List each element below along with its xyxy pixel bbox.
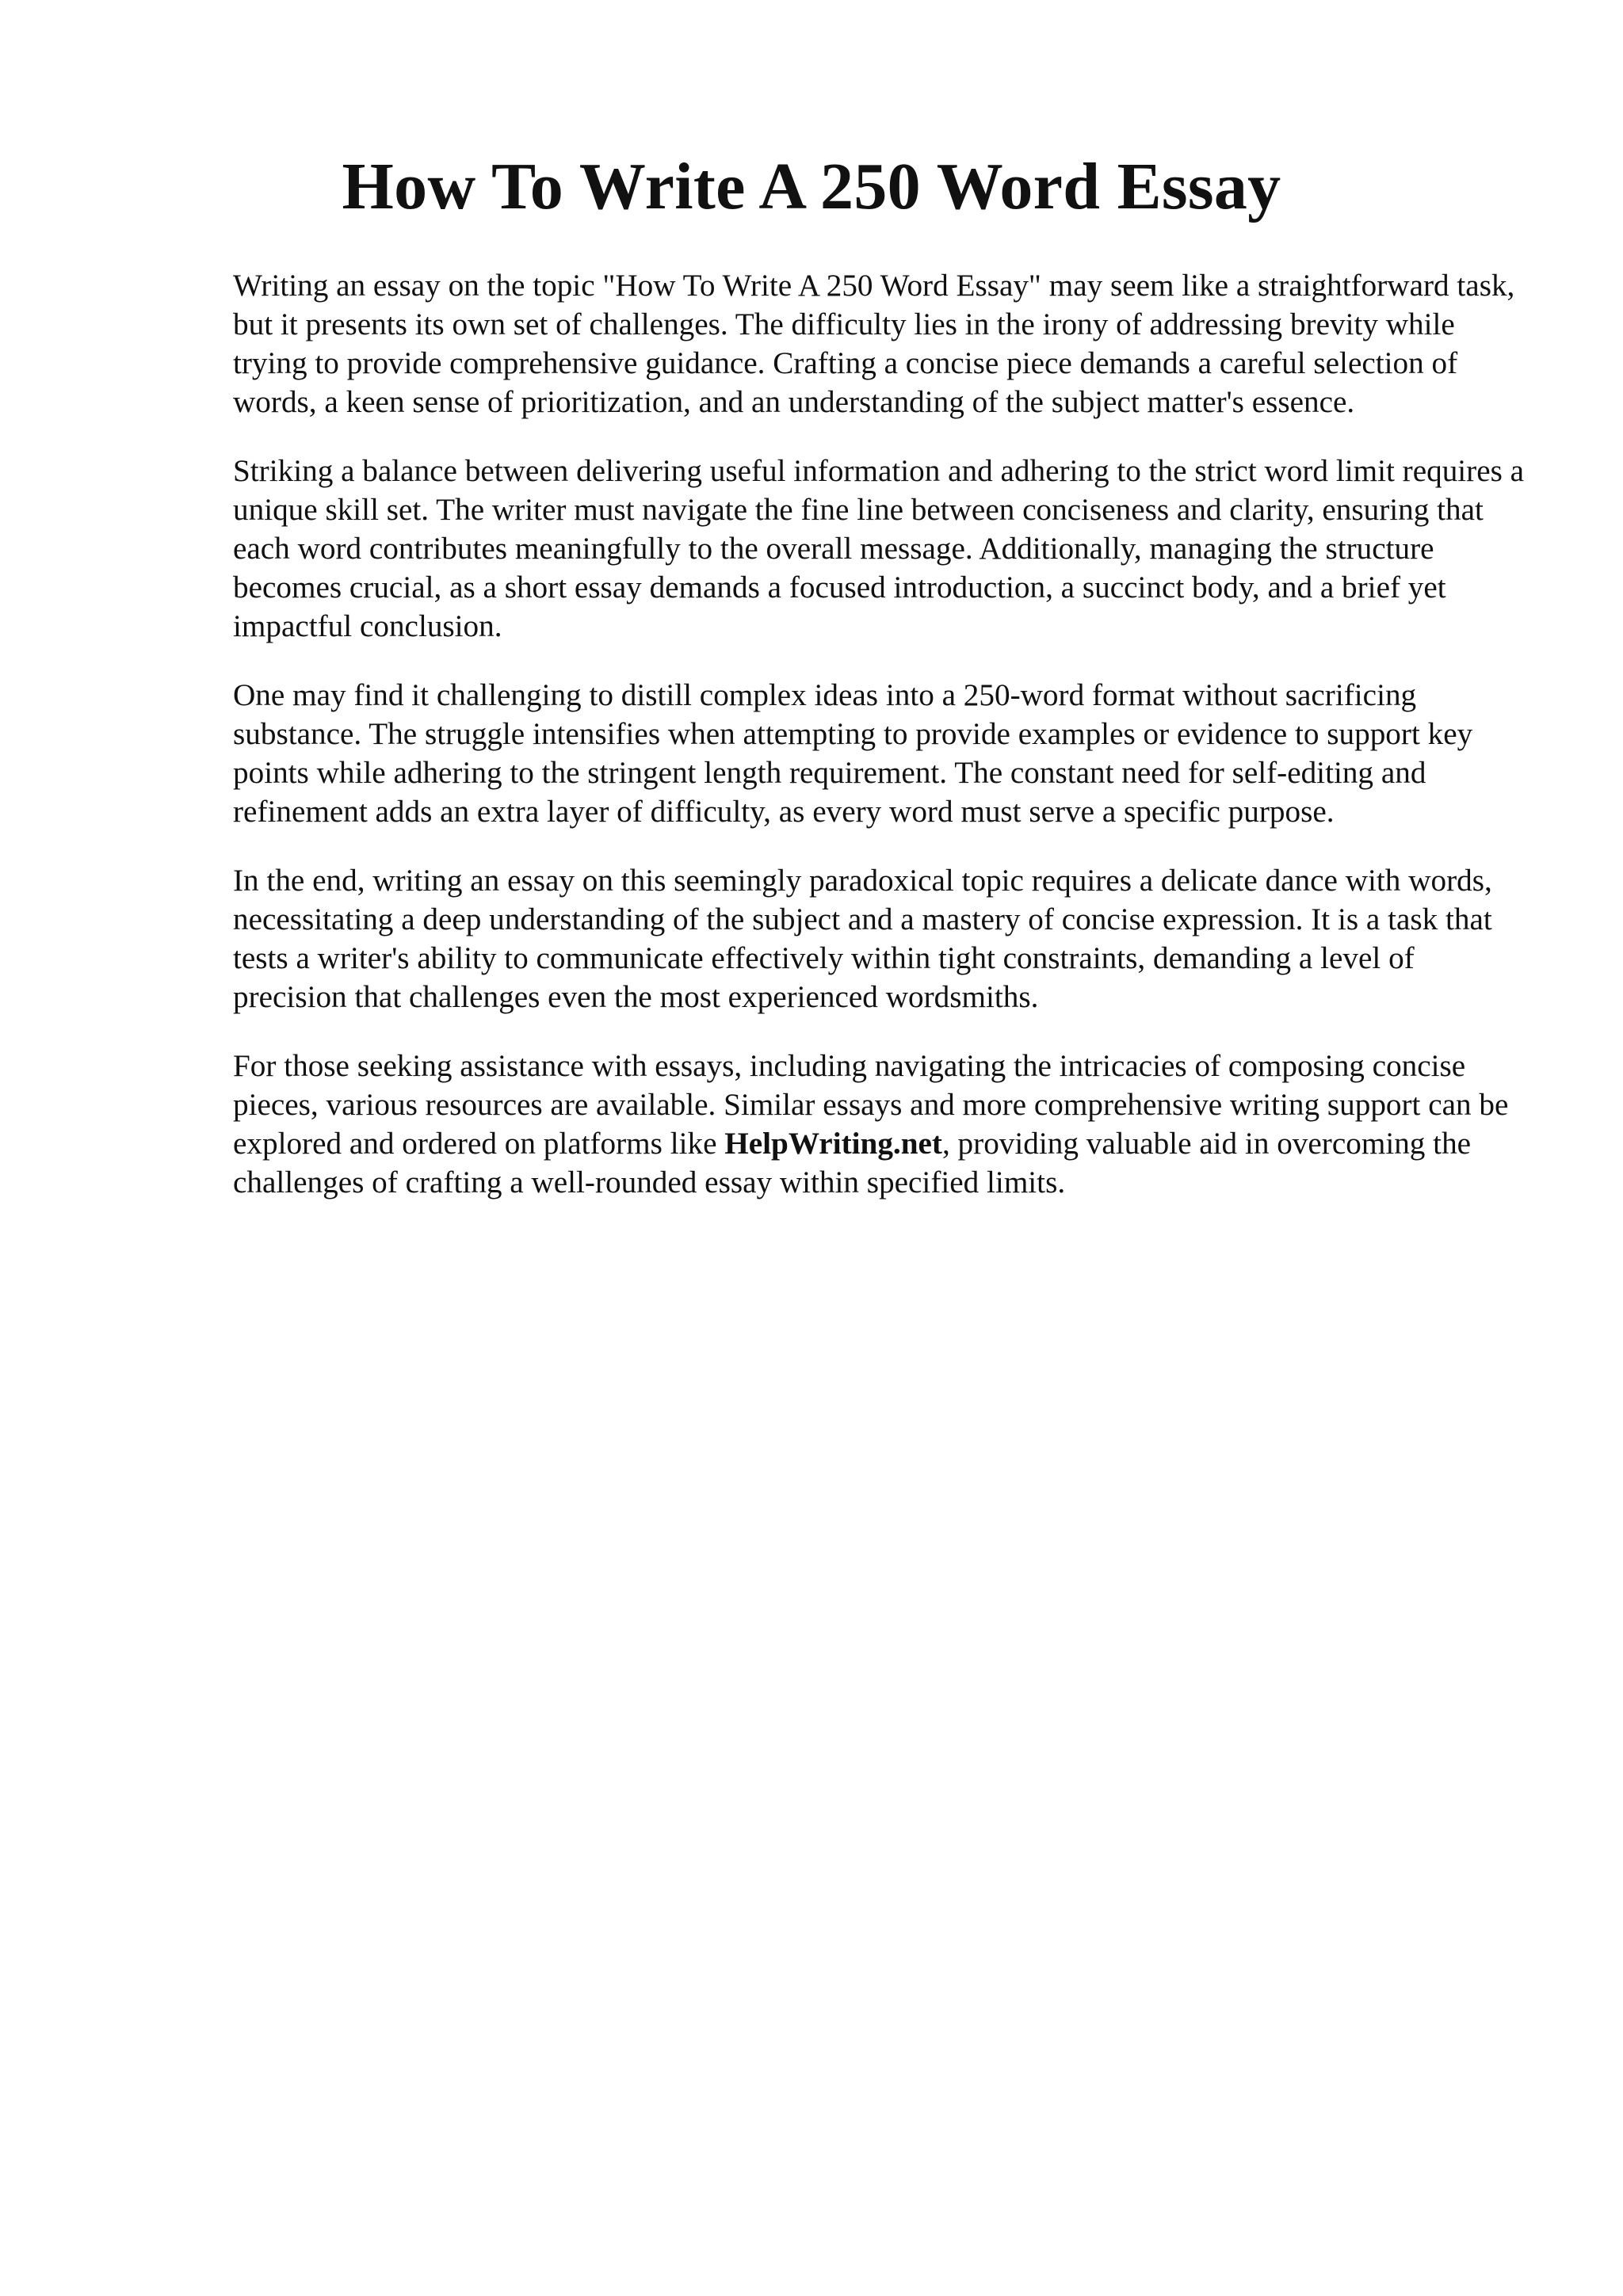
paragraph-1: Writing an essay on the topic "How To Write A 250 Word Essay" may seem like a straightforward task, but it presents its own set of challenges. The difficulty lies in the irony of addressing brevity while trying to provide comprehensive guidance. Crafting a concise piece demands a careful selection of words, a keen sense of prioritization, and an understanding of the subject matter's essence. bbox=[233, 269, 1515, 419]
paragraph-5 bbox=[233, 1047, 1533, 1202]
paragraph-5-text-before: For those seeking assistance with essays, including navigating the intricacies of composing concise pieces, various resources are available. Similar essays and more comprehensive writing support can be explored and ordered on platforms like bbox=[233, 1049, 1509, 1161]
document-title: How To Write A 250 Word Essay bbox=[342, 150, 1281, 223]
helpwriting-brand-text: HelpWriting.net bbox=[724, 1127, 942, 1161]
paragraph-3: One may find it challenging to distill complex ideas into a 250-word format without sacrificing substance. The struggle intensifies when attempting to provide examples or evidence to support key points while adhering to the stringent length requirement. The constant need for self-editing and refinement adds an extra layer of difficulty, as every word must serve a specific purpose. bbox=[233, 678, 1473, 829]
document-body bbox=[233, 266, 1533, 1232]
paragraph-2: Striking a balance between delivering useful information and adhering to the strict word limit requires a unique skill set. The writer must navigate the fine line between conciseness and clarity, ensuring that each word contributes meaningfully to the overall message. Additionally, managing the structure becomes crucial, as a short essay demands a focused introduction, a succinct body, and a brief yet impactful conclusion. bbox=[233, 454, 1525, 643]
paragraph-4: In the end, writing an essay on this seemingly paradoxical topic requires a delicate dance with words, necessitating a deep understanding of the subject and a mastery of concise expression. It is a task that tests a writer's ability to communicate effectively within tight constraints, demanding a level of precision that challenges even the most experienced wordsmiths. bbox=[233, 864, 1492, 1014]
paragraph-5-text-after: , providing valuable aid in overcoming the challenges of crafting a well-rounded essay within specified limits. bbox=[233, 1127, 1472, 1199]
